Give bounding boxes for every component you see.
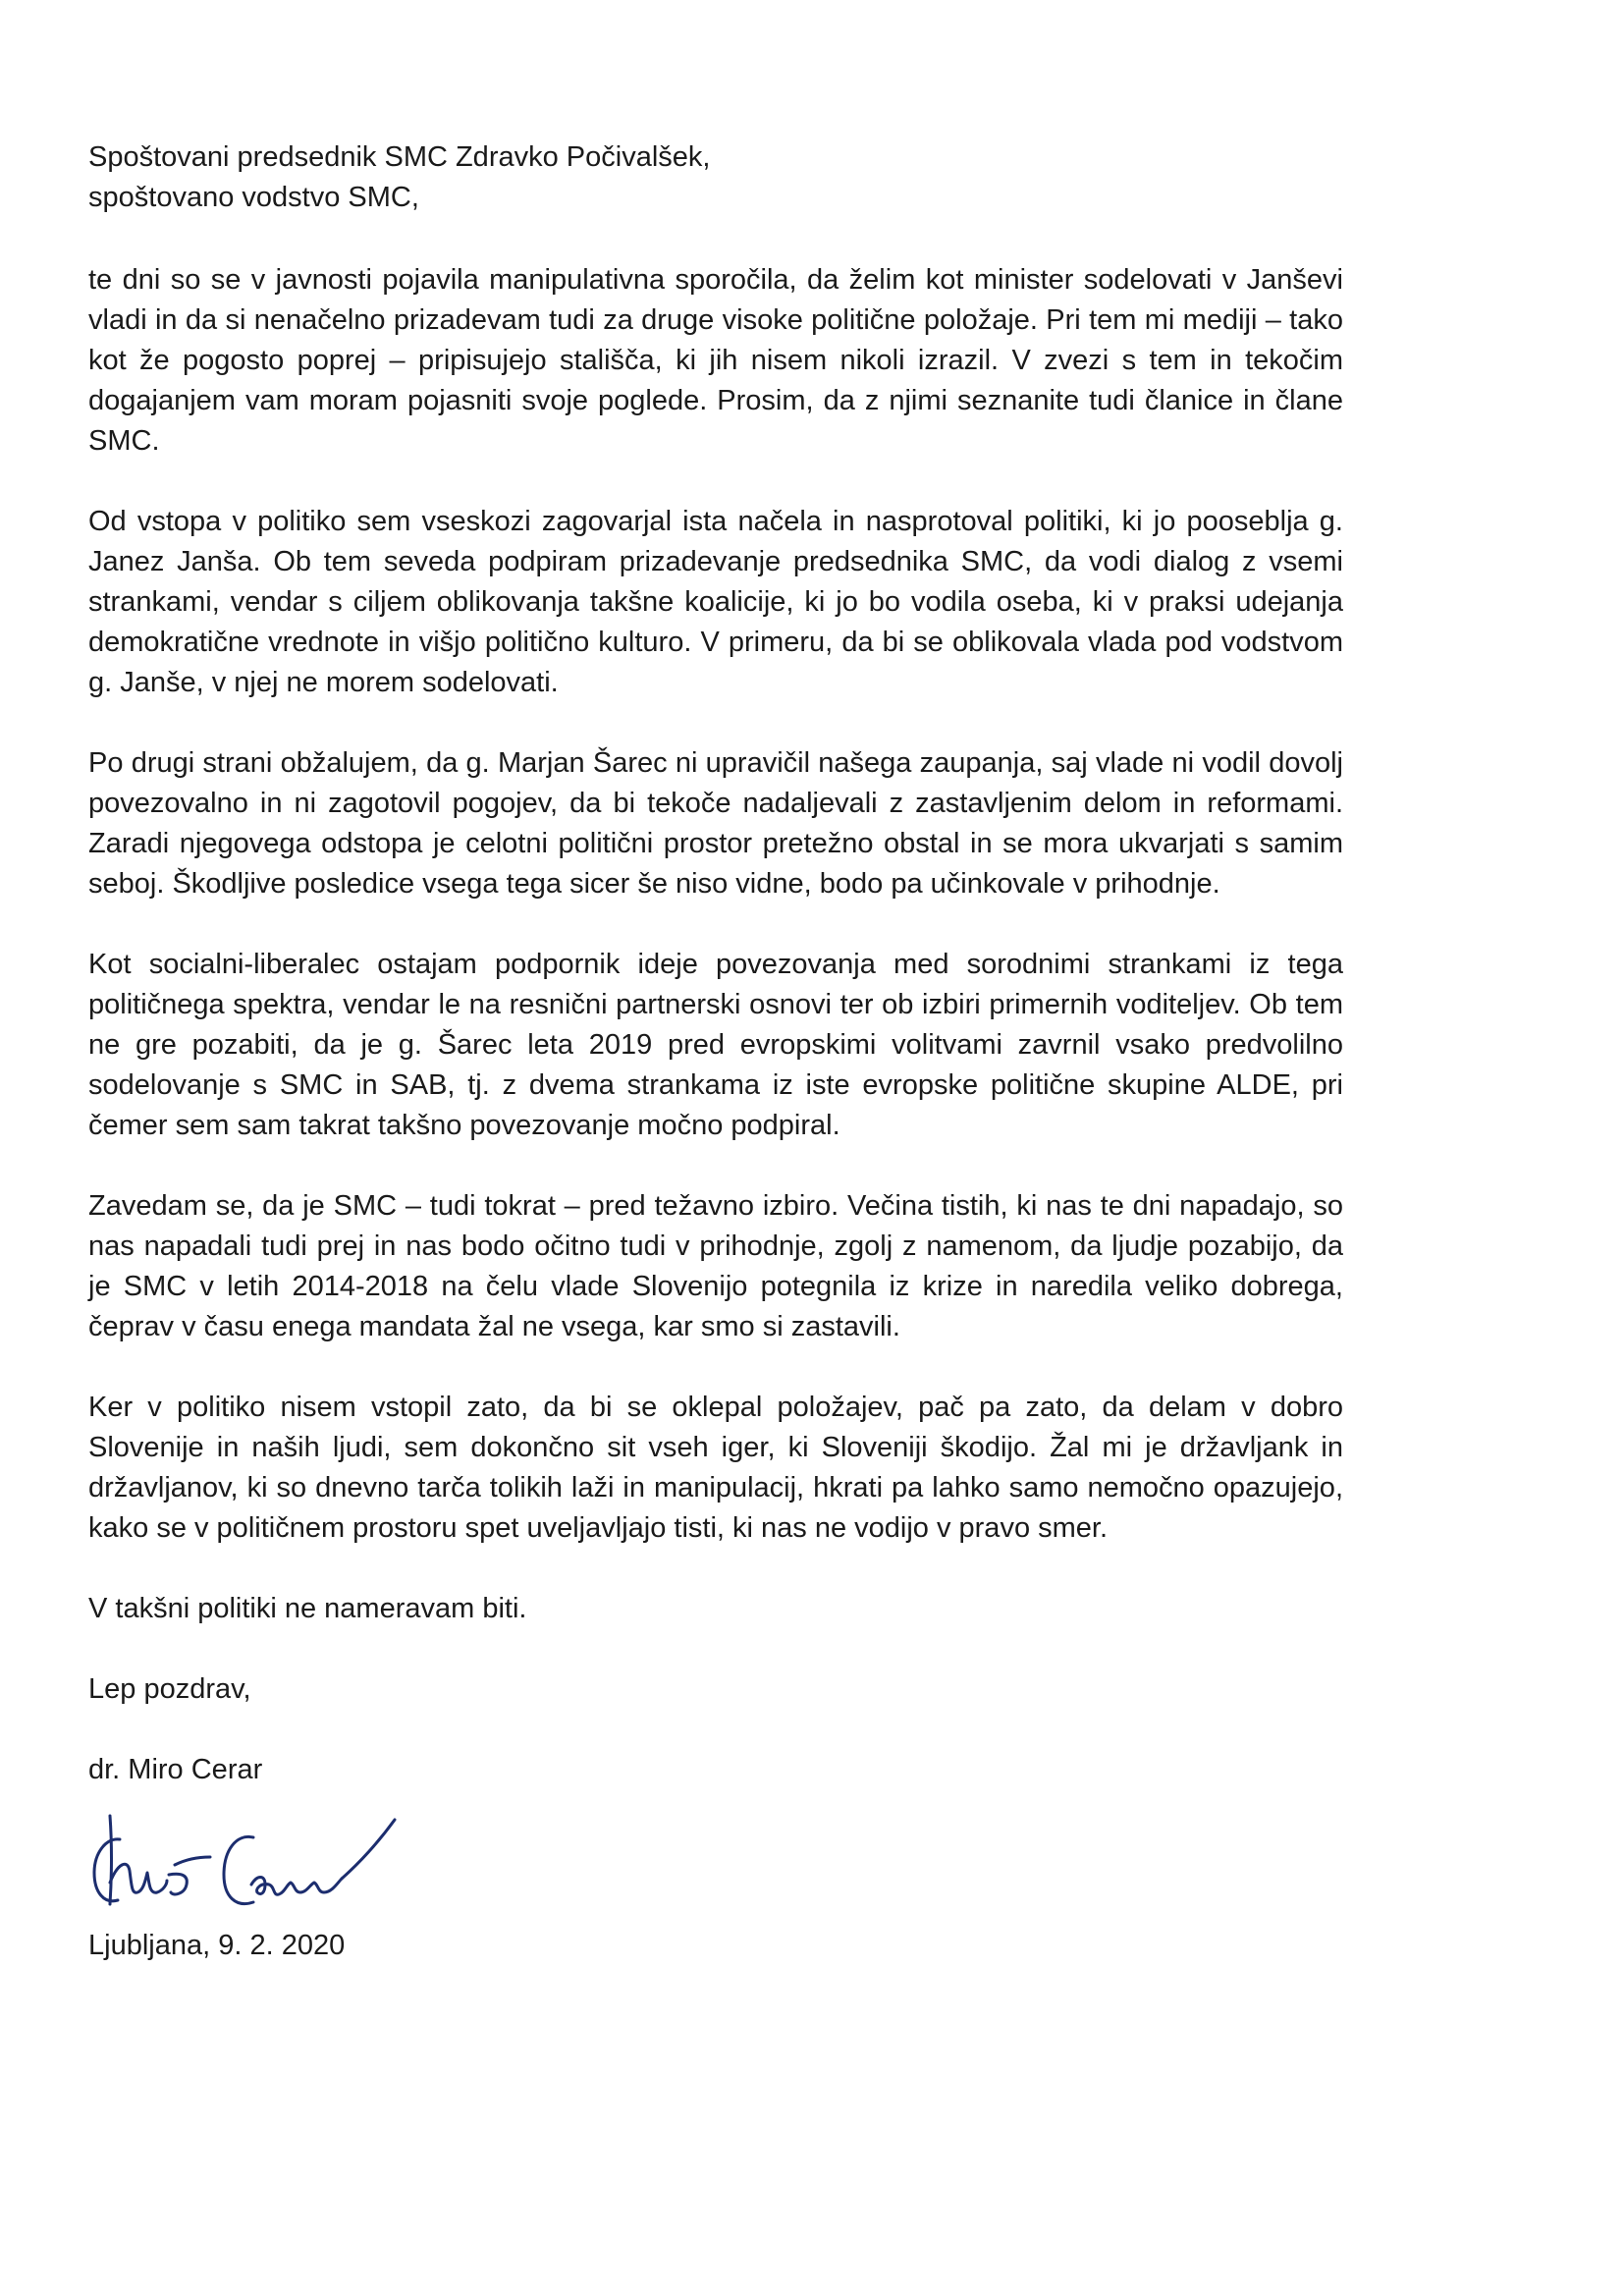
paragraph: Od vstopa v politiko sem vseskozi zagovarjal ista načela in nasprotoval politiki, ki jo pooseblja g. Janez Janša. Ob tem seveda podpiram prizadevanje predsednika SMC, da vodi dialog z vsemi strankami, vendar s ciljem oblikovanja takšne koalicije, ki jo bo vodila oseba, ki v praksi udejanja demokratične vrednote in višjo politično kulturo. V primeru, da bi se oblikovala vlada pod vodstvom g. Janše, v njej ne morem sodelovati. <box>88 506 1343 698</box>
closing: Lep pozdrav, <box>88 1673 251 1705</box>
place-date: Ljubljana, 9. 2. 2020 <box>88 1930 346 1961</box>
paragraph: Zavedam se, da je SMC – tudi tokrat – pred težavno izbiro. Večina tistih, ki nas te dni napadajo, so nas napadali tudi prej in nas bodo očitno tudi v prihodnje, zgolj z namenom, da ljudje pozabijo, da je SMC v letih 2014-2018 na čelu vlade Slovenijo potegnila iz krize in naredila veliko dobrega, čeprav v času enega mandata žal ne vsega, kar smo si zastavili. <box>88 1190 1343 1342</box>
salutation-line: spoštovano vodstvo SMC, <box>88 182 419 213</box>
paragraph: Ker v politiko nisem vstopil zato, da bi se oklepal položajev, pač pa zato, da delam v dobro Slovenije in naših ljudi, sem dokončno sit vseh iger, ki Sloveniji škodijo. Žal mi je državljank in državljanov, ki so dnevno tarča tolikih laži in manipulacij, hkrati pa lahko samo nemočno opazujejo, kako se v političnem prostoru spet uveljavljajo tisti, ki nas ne vodijo v pravo smer. <box>88 1392 1343 1544</box>
author-name: dr. Miro Cerar <box>88 1754 263 1785</box>
paragraph: V takšni politiki ne nameravam biti. <box>88 1593 527 1624</box>
handwritten-signature-icon <box>88 1794 442 1922</box>
letter-body <box>88 137 1343 1966</box>
paragraph: te dni so se v javnosti pojavila manipulativna sporočila, da želim kot minister sodelovati v Janševi vladi in da si nenačelno prizadevam tudi za druge visoke politične položaje. Pri tem mi mediji – tako kot že pogosto poprej – pripisujejo stališča, ki jih nisem nikoli izrazil. V zvezi s tem in tekočim dogajanjem vam moram pojasniti svoje poglede. Prosim, da z njimi seznanite tudi članice in člane SMC. <box>88 264 1343 457</box>
paragraph: Po drugi strani obžalujem, da g. Marjan Šarec ni upravičil našega zaupanja, saj vlade ni vodil dovolj povezovalno in ni zagotovil pogojev, da bi tekoče nadaljevali z zastavljenim delom in reformami. Zaradi njegovega odstopa je celotni politični prostor pretežno obstal in se mora ukvarjati s samim seboj. Škodljive posledice vsega tega sicer še niso vidne, bodo pa učinkovale v prihodnje. <box>88 747 1343 900</box>
salutation-line: Spoštovani predsednik SMC Zdravko Počivalšek, <box>88 141 711 173</box>
salutation <box>88 137 1343 218</box>
paragraph: Kot socialni-liberalec ostajam podpornik ideje povezovanja med sorodnimi strankami iz tega političnega spektra, vendar le na resnični partnerski osnovi ter ob izbiri primernih voditeljev. Ob tem ne gre pozabiti, da je g. Šarec leta 2019 pred evropskimi volitvami zavrnil vsako predvolilno sodelovanje s SMC in SAB, tj. z dvema strankama iz iste evropske politične skupine ALDE, pri čemer sem sam takrat takšno povezovanje močno podpiral. <box>88 949 1343 1141</box>
